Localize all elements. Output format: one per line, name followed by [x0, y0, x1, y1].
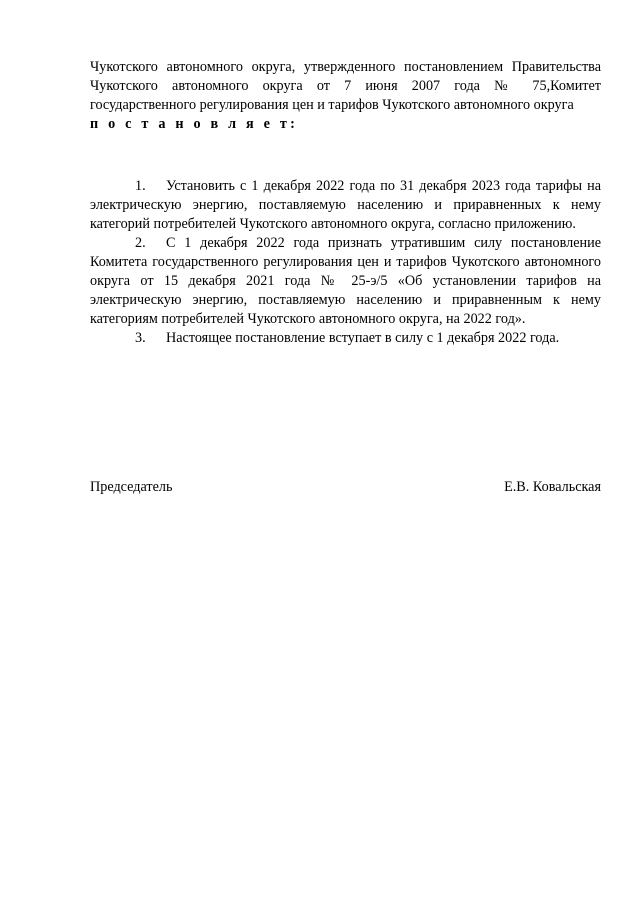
decree-word: п о с т а н о в л я е т: [90, 116, 298, 132]
decree-item [90, 329, 601, 348]
signatory-title: Председатель [90, 479, 173, 495]
decree-items [90, 177, 601, 348]
intro-paragraph: Чукотского автономного округа, утвержденного постановлением Правительства Чукотского автономного округа от 7 июня 2007 года № 75,Комитет государственного регулирования цен и тарифов Чукотского автономного округа [90, 59, 601, 113]
decree-item [90, 177, 601, 234]
item-number: 2. [135, 235, 146, 251]
item-text: С 1 декабря 2022 года признать утратившим силу постановление Комитета государственного регулирования цен и тарифов Чукотского автономного округа от 15 декабря 2021 года № 25-э/5 «Об установлении тарифов на электрическую энергию, поставляемую населению и приравненным к нему категориям потребителей Чукотского автономного округа, на 2022 год». [90, 235, 601, 327]
item-text: Установить с 1 декабря 2022 года по 31 декабря 2023 года тарифы на электрическую энергию, поставляемую населению и приравненных к нему категорий потребителей Чукотского автономного округа, согласно приложению. [90, 178, 601, 232]
decree-item [90, 234, 601, 329]
signature-block [90, 478, 601, 497]
item-number: 1. [135, 178, 146, 194]
item-text: Настоящее постановление вступает в силу с 1 декабря 2022 года. [166, 330, 560, 346]
signatory-name: Е.В. Ковальская [504, 479, 601, 495]
intro-section [90, 58, 601, 134]
item-number: 3. [135, 330, 146, 346]
